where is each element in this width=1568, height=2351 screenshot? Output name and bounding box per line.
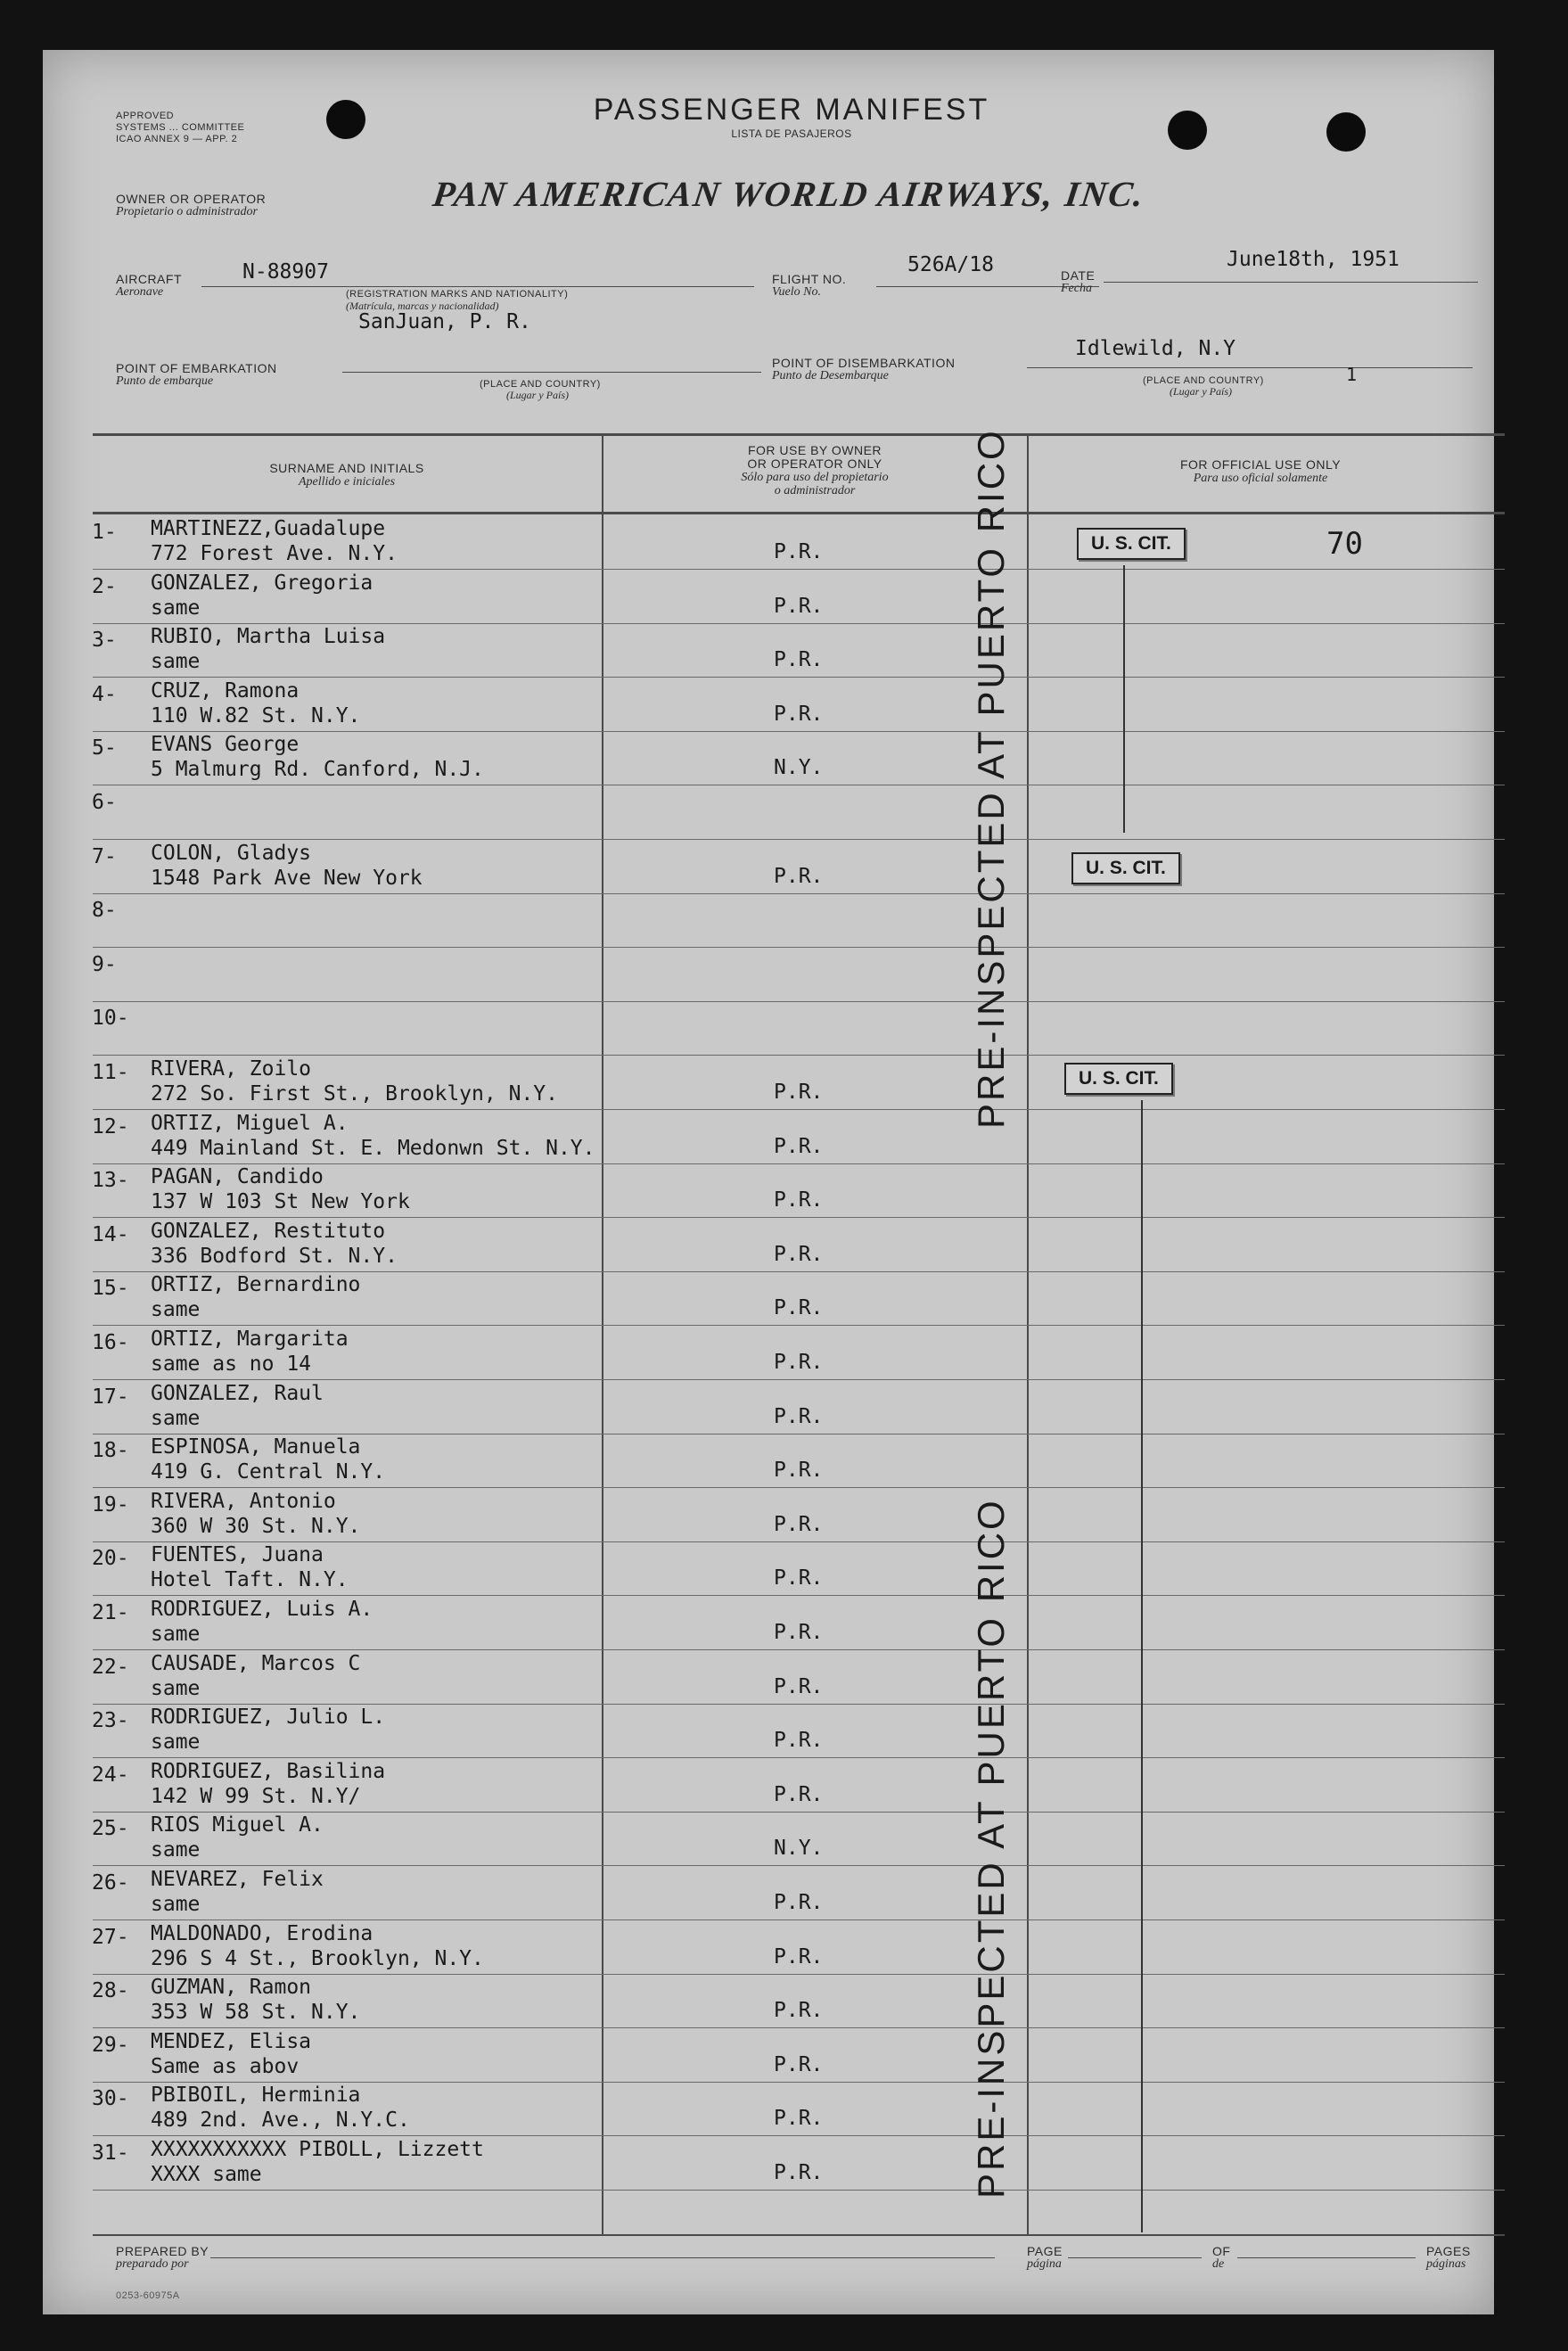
row-divider (93, 1001, 1505, 1002)
disembark-label-es: Punto de Desembarque (772, 369, 889, 382)
owner-use-code: P.R. (774, 2161, 824, 2184)
date-label: DATE (1061, 268, 1096, 283)
table-row (92, 787, 1474, 841)
table-row (92, 517, 1474, 571)
table-row (92, 571, 1474, 625)
us-citizen-stamp-2: U. S. CIT. (1071, 852, 1180, 884)
owner-use-code: P.R. (774, 540, 824, 563)
row-number: 3- (92, 629, 117, 652)
registration-note-es: (Matrícula, marcas y nacionalidad) (346, 300, 499, 312)
flight-value: 526A/18 (907, 253, 994, 276)
passenger-name: FUENTES, Juana (151, 1543, 324, 1566)
form-code: 0253-60975A (116, 2290, 180, 2301)
passenger-name: COLON, Gladys (151, 842, 312, 865)
embark-underline (342, 372, 761, 373)
table-row (92, 1490, 1474, 1543)
owner-use-code: P.R. (774, 2053, 824, 2076)
passenger-name: PAGAN, Candido (151, 1165, 324, 1188)
aircraft-label-es: Aeronave (116, 285, 164, 299)
aircraft-underline (201, 286, 754, 287)
row-number: 12- (92, 1115, 129, 1139)
date-label-es: Fecha (1061, 282, 1092, 295)
row-divider (93, 1704, 1505, 1705)
page-label: PAGE (1027, 2244, 1063, 2258)
row-divider (93, 2082, 1505, 2083)
row-divider (93, 1812, 1505, 1813)
page-title-es: LISTA DE PASAJEROS (731, 127, 852, 140)
passenger-address: 772 Forest Ave. N.Y. (151, 542, 398, 565)
row-number: 5- (92, 736, 117, 760)
owner-label-es: Propietario o administrador (116, 205, 258, 218)
owner-use-code: P.R. (774, 1188, 824, 1212)
manifest-sheet (43, 50, 1494, 2314)
owner-use-code: P.R. (774, 1513, 824, 1536)
owner-use-code: P.R. (774, 1621, 824, 1644)
table-row (92, 1706, 1474, 1759)
row-divider (93, 569, 1505, 570)
passenger-name: RIOS Miguel A. (151, 1813, 324, 1837)
passenger-address: same (151, 1298, 201, 1321)
table-row (92, 1652, 1474, 1706)
row-number: 27- (92, 1926, 129, 1949)
row-number: 10- (92, 1007, 129, 1030)
owner-use-code: P.R. (774, 1999, 824, 2022)
row-number: 22- (92, 1656, 129, 1679)
passenger-address: 489 2nd. Ave., N.Y.C. (151, 2109, 410, 2132)
row-number: 17- (92, 1385, 129, 1409)
row-number: 7- (92, 845, 117, 868)
row-divider (93, 2190, 1505, 2191)
row-divider (93, 623, 1505, 624)
row-number: 29- (92, 2034, 129, 2057)
table-row (92, 1112, 1474, 1165)
passenger-address: same (151, 1623, 201, 1646)
row-divider (93, 731, 1505, 732)
table-row (92, 733, 1474, 786)
owner-use-code: P.R. (774, 1729, 824, 1752)
preinspected-stamp-1: PRE-INSPECTED AT PUERTO RICO (970, 428, 1012, 1129)
approval-line-3: ICAO ANNEX 9 — APP. 2 (116, 134, 238, 144)
us-citizen-stamp-3: U. S. CIT. (1064, 1063, 1173, 1095)
passenger-name: RIVERA, Zoilo (151, 1057, 312, 1081)
row-divider (93, 2135, 1505, 2136)
disembark-place-note-es: (Lugar y País) (1170, 385, 1232, 398)
column-header-official-use-label: FOR OFFICIAL USE ONLY (1179, 457, 1342, 472)
owner-use-code: P.R. (774, 1351, 824, 1374)
owner-use-code: P.R. (774, 1405, 824, 1428)
owner-use-code: P.R. (774, 703, 824, 726)
embark-place-note-es: (Lugar y País) (506, 389, 569, 401)
column-header-official-use (1029, 458, 1492, 485)
table-row (92, 679, 1474, 733)
row-number: 23- (92, 1709, 129, 1732)
passenger-address: 272 So. First St., Brooklyn, N.Y. (151, 1082, 558, 1106)
passenger-name: RODRIGUEZ, Basilina (151, 1760, 386, 1783)
table-row (92, 1598, 1474, 1651)
page-underline (1068, 2257, 1202, 2258)
row-divider (93, 1109, 1505, 1110)
table-row (92, 2138, 1474, 2191)
table-row (92, 1760, 1474, 1813)
disembark-value: Idlewild, N.Y (1075, 337, 1236, 360)
passenger-address: 419 G. Central N.Y. (151, 1460, 386, 1484)
passenger-address: same (151, 1677, 201, 1700)
row-number: 19- (92, 1493, 129, 1517)
row-divider (93, 677, 1505, 678)
disembark-mark: 1 (1346, 364, 1358, 385)
of-underline (1237, 2257, 1416, 2258)
pages-label: PAGES (1426, 2244, 1471, 2258)
row-number: 20- (92, 1547, 129, 1570)
row-divider (93, 839, 1505, 840)
row-number: 9- (92, 953, 117, 976)
table-row (92, 2030, 1474, 2084)
check-line-1 (1123, 565, 1125, 833)
row-divider (93, 1163, 1505, 1164)
row-divider (93, 1217, 1505, 1218)
page-label-es: página (1027, 2257, 1062, 2271)
row-number: 26- (92, 1871, 129, 1895)
table-row (92, 1868, 1474, 1921)
table-row (92, 1165, 1474, 1219)
passenger-name: XXXXXXXXXXX PIBOLL, Lizzett (151, 2138, 484, 2161)
row-divider (93, 1757, 1505, 1758)
row-number: 24- (92, 1763, 129, 1787)
passenger-address: 5 Malmurg Rd. Canford, N.J. (151, 758, 484, 781)
owner-use-code: P.R. (774, 2107, 824, 2130)
column-header-owner-use-line2: OR OPERATOR ONLY (747, 456, 883, 471)
passenger-address: same (151, 596, 201, 620)
column-header-owner-use-es1: Sólo para uso del propietario (741, 471, 889, 484)
prepared-by-label-es: preparado por (116, 2257, 189, 2271)
flight-label-es: Vuelo No. (772, 285, 821, 299)
passenger-name: RIVERA, Antonio (151, 1490, 336, 1513)
row-divider (93, 947, 1505, 948)
punch-hole-right-2 (1326, 112, 1366, 152)
row-number: 25- (92, 1817, 129, 1840)
table-row (92, 1220, 1474, 1273)
passenger-address: same (151, 1407, 201, 1430)
aircraft-label: AIRCRAFT (116, 272, 182, 286)
disembark-underline (1027, 367, 1473, 368)
page-title: PASSENGER MANIFEST (593, 93, 990, 127)
passenger-address: 142 W 99 St. N.Y/ (151, 1785, 361, 1808)
row-divider (93, 1541, 1505, 1542)
passenger-address: same (151, 1730, 201, 1754)
pages-label-es: páginas (1426, 2257, 1466, 2271)
column-header-owner-use-es2: o administrador (774, 484, 856, 497)
row-divider (93, 1649, 1505, 1650)
passenger-name: CAUSADE, Marcos C (151, 1652, 361, 1675)
table-row (92, 2084, 1474, 2137)
row-number: 6- (92, 791, 117, 814)
table-row (92, 1003, 1474, 1056)
owner-use-code: P.R. (774, 1945, 824, 1969)
registration-note: (REGISTRATION MARKS AND NATIONALITY) (346, 289, 569, 300)
table-row (92, 895, 1474, 949)
row-number: 30- (92, 2087, 129, 2110)
table-row (92, 1813, 1474, 1867)
disembark-label: POINT OF DISEMBARKATION (772, 356, 956, 370)
row-divider (93, 1919, 1505, 1920)
passenger-address: 296 S 4 St., Brooklyn, N.Y. (151, 1947, 484, 1970)
table-row (92, 1328, 1474, 1381)
prepared-by-label: PREPARED BY (116, 2244, 209, 2258)
passenger-name: GONZALEZ, Gregoria (151, 571, 374, 595)
passenger-address: 137 W 103 St New York (151, 1190, 410, 1213)
row-number: 11- (92, 1061, 129, 1084)
table-row (92, 1976, 1474, 2029)
owner-use-code: P.R. (774, 1459, 824, 1482)
aircraft-value: N-88907 (242, 260, 329, 284)
row-number: 31- (92, 2141, 129, 2165)
passenger-name: GONZALEZ, Raul (151, 1382, 324, 1405)
owner-use-code: N.Y. (774, 756, 824, 779)
header-top-rule (93, 433, 1505, 436)
preinspected-stamp-2: PRE-INSPECTED AT PUERTO RICO (970, 1498, 1012, 2199)
passenger-name: MENDEZ, Elisa (151, 2030, 312, 2053)
row-number: 14- (92, 1223, 129, 1246)
column-header-surname-label-es: Apellido e iniciales (298, 475, 396, 489)
footer-top-rule (93, 2234, 1505, 2236)
row-number: 2- (92, 575, 117, 598)
row-number: 4- (92, 683, 117, 706)
table-row (92, 949, 1474, 1003)
table-row (92, 1543, 1474, 1597)
passenger-address: XXXX same (151, 2163, 262, 2186)
row-divider (93, 1595, 1505, 1596)
embark-label-es: Punto de embarque (116, 374, 214, 388)
passenger-address: 360 W 30 St. N.Y. (151, 1515, 361, 1538)
table-row (92, 842, 1474, 895)
prepared-by-underline (210, 2257, 995, 2258)
row-divider (93, 1865, 1505, 1866)
approval-block (116, 111, 244, 145)
column-header-owner-use (603, 444, 1027, 497)
passenger-address: 110 W.82 St. N.Y. (151, 704, 361, 727)
row-divider (93, 1325, 1505, 1326)
passenger-name: RUBIO, Martha Luisa (151, 625, 386, 648)
owner-use-code: P.R. (774, 1566, 824, 1590)
passenger-name: MARTINEZZ,Guadalupe (151, 517, 386, 540)
passenger-name: RODRIGUEZ, Julio L. (151, 1706, 386, 1729)
owner-use-code: P.R. (774, 1081, 824, 1104)
row-number: 15- (92, 1277, 129, 1300)
passenger-name: CRUZ, Ramona (151, 679, 300, 703)
punch-hole-left (326, 100, 365, 139)
passenger-address: same as no 14 (151, 1352, 312, 1376)
passenger-address: same (151, 1893, 201, 1916)
passenger-address: Hotel Taft. N.Y. (151, 1568, 349, 1591)
passenger-address: 353 W 58 St. N.Y. (151, 2001, 361, 2024)
row-number: 13- (92, 1169, 129, 1192)
date-value: June18th, 1951 (1227, 248, 1400, 271)
table-row (92, 625, 1474, 678)
passenger-name: MALDONADO, Erodina (151, 1922, 374, 1945)
row-divider (93, 1487, 1505, 1488)
table-row (92, 1382, 1474, 1435)
owner-label: OWNER OR OPERATOR (116, 192, 267, 206)
passenger-name: PBIBOIL, Herminia (151, 2084, 361, 2107)
owner-use-code: P.R. (774, 648, 824, 671)
column-header-surname-label: SURNAME AND INITIALS (269, 461, 424, 475)
passenger-address: 449 Mainland St. E. Medonwn St. N.Y. (151, 1137, 595, 1160)
table-row (92, 1057, 1474, 1111)
embark-label: POINT OF EMBARKATION (116, 361, 277, 375)
passenger-address: same (151, 650, 201, 673)
of-label: OF (1212, 2244, 1231, 2258)
row-divider (93, 893, 1505, 894)
passenger-address: Same as abov (151, 2055, 300, 2078)
owner-use-code: P.R. (774, 1783, 824, 1806)
passenger-name: RODRIGUEZ, Luis A. (151, 1598, 374, 1621)
owner-value: PAN AMERICAN WORLD AIRWAYS, INC. (430, 174, 1148, 214)
owner-use-code: N.Y. (774, 1837, 824, 1860)
flight-label: FLIGHT NO. (772, 272, 847, 286)
passenger-name: NEVAREZ, Felix (151, 1868, 324, 1891)
column-header-owner-use-line1: FOR USE BY OWNER (747, 443, 883, 457)
disembark-place-note: (PLACE AND COUNTRY) (1143, 375, 1264, 386)
header-bottom-rule (93, 512, 1505, 514)
table-row (92, 1922, 1474, 1976)
row-number: 28- (92, 1979, 129, 2002)
owner-use-code: P.R. (774, 1243, 824, 1266)
embark-value: SanJuan, P. R. (358, 310, 531, 333)
owner-use-code: P.R. (774, 1135, 824, 1158)
embark-place-note: (PLACE AND COUNTRY) (480, 379, 601, 390)
row-number: 1- (92, 521, 117, 544)
row-divider (93, 1055, 1505, 1056)
passenger-name: EVANS George (151, 733, 300, 756)
owner-use-code: P.R. (774, 865, 824, 888)
approval-line-1: APPROVED (116, 111, 175, 121)
title-block (515, 93, 1068, 141)
official-number: 70 (1326, 526, 1363, 562)
passenger-address: same (151, 1838, 201, 1862)
row-number: 21- (92, 1601, 129, 1624)
passenger-name: GONZALEZ, Restituto (151, 1220, 386, 1243)
table-row (92, 1273, 1474, 1327)
row-divider (93, 1974, 1505, 1975)
row-divider (93, 2027, 1505, 2028)
approval-line-2: SYSTEMS ... COMMITTEE (116, 122, 245, 133)
row-number: 8- (92, 899, 117, 922)
us-citizen-stamp-1: U. S. CIT. (1077, 528, 1186, 560)
row-divider (93, 1271, 1505, 1272)
owner-use-code: P.R. (774, 1675, 824, 1698)
passenger-name: GUZMAN, Ramon (151, 1976, 312, 1999)
passenger-name: ORTIZ, Bernardino (151, 1273, 361, 1296)
of-label-es: de (1212, 2257, 1225, 2271)
row-divider (93, 1379, 1505, 1380)
column-header-surname (93, 462, 601, 489)
table-row (92, 1435, 1474, 1489)
owner-use-code: P.R. (774, 1296, 824, 1319)
column-header-official-use-label-es: Para uso oficial solamente (1193, 472, 1328, 485)
row-number: 16- (92, 1331, 129, 1354)
passenger-name: ORTIZ, Miguel A. (151, 1112, 349, 1135)
owner-use-code: P.R. (774, 1891, 824, 1914)
row-number: 18- (92, 1439, 129, 1462)
owner-use-code: P.R. (774, 595, 824, 618)
passenger-address: 1548 Park Ave New York (151, 867, 423, 890)
date-underline (1104, 282, 1478, 283)
passenger-address: 336 Bodford St. N.Y. (151, 1245, 398, 1268)
passenger-name: ESPINOSA, Manuela (151, 1435, 361, 1459)
punch-hole-right-1 (1168, 111, 1207, 150)
passenger-name: ORTIZ, Margarita (151, 1328, 349, 1351)
check-line-2 (1141, 1100, 1143, 2232)
